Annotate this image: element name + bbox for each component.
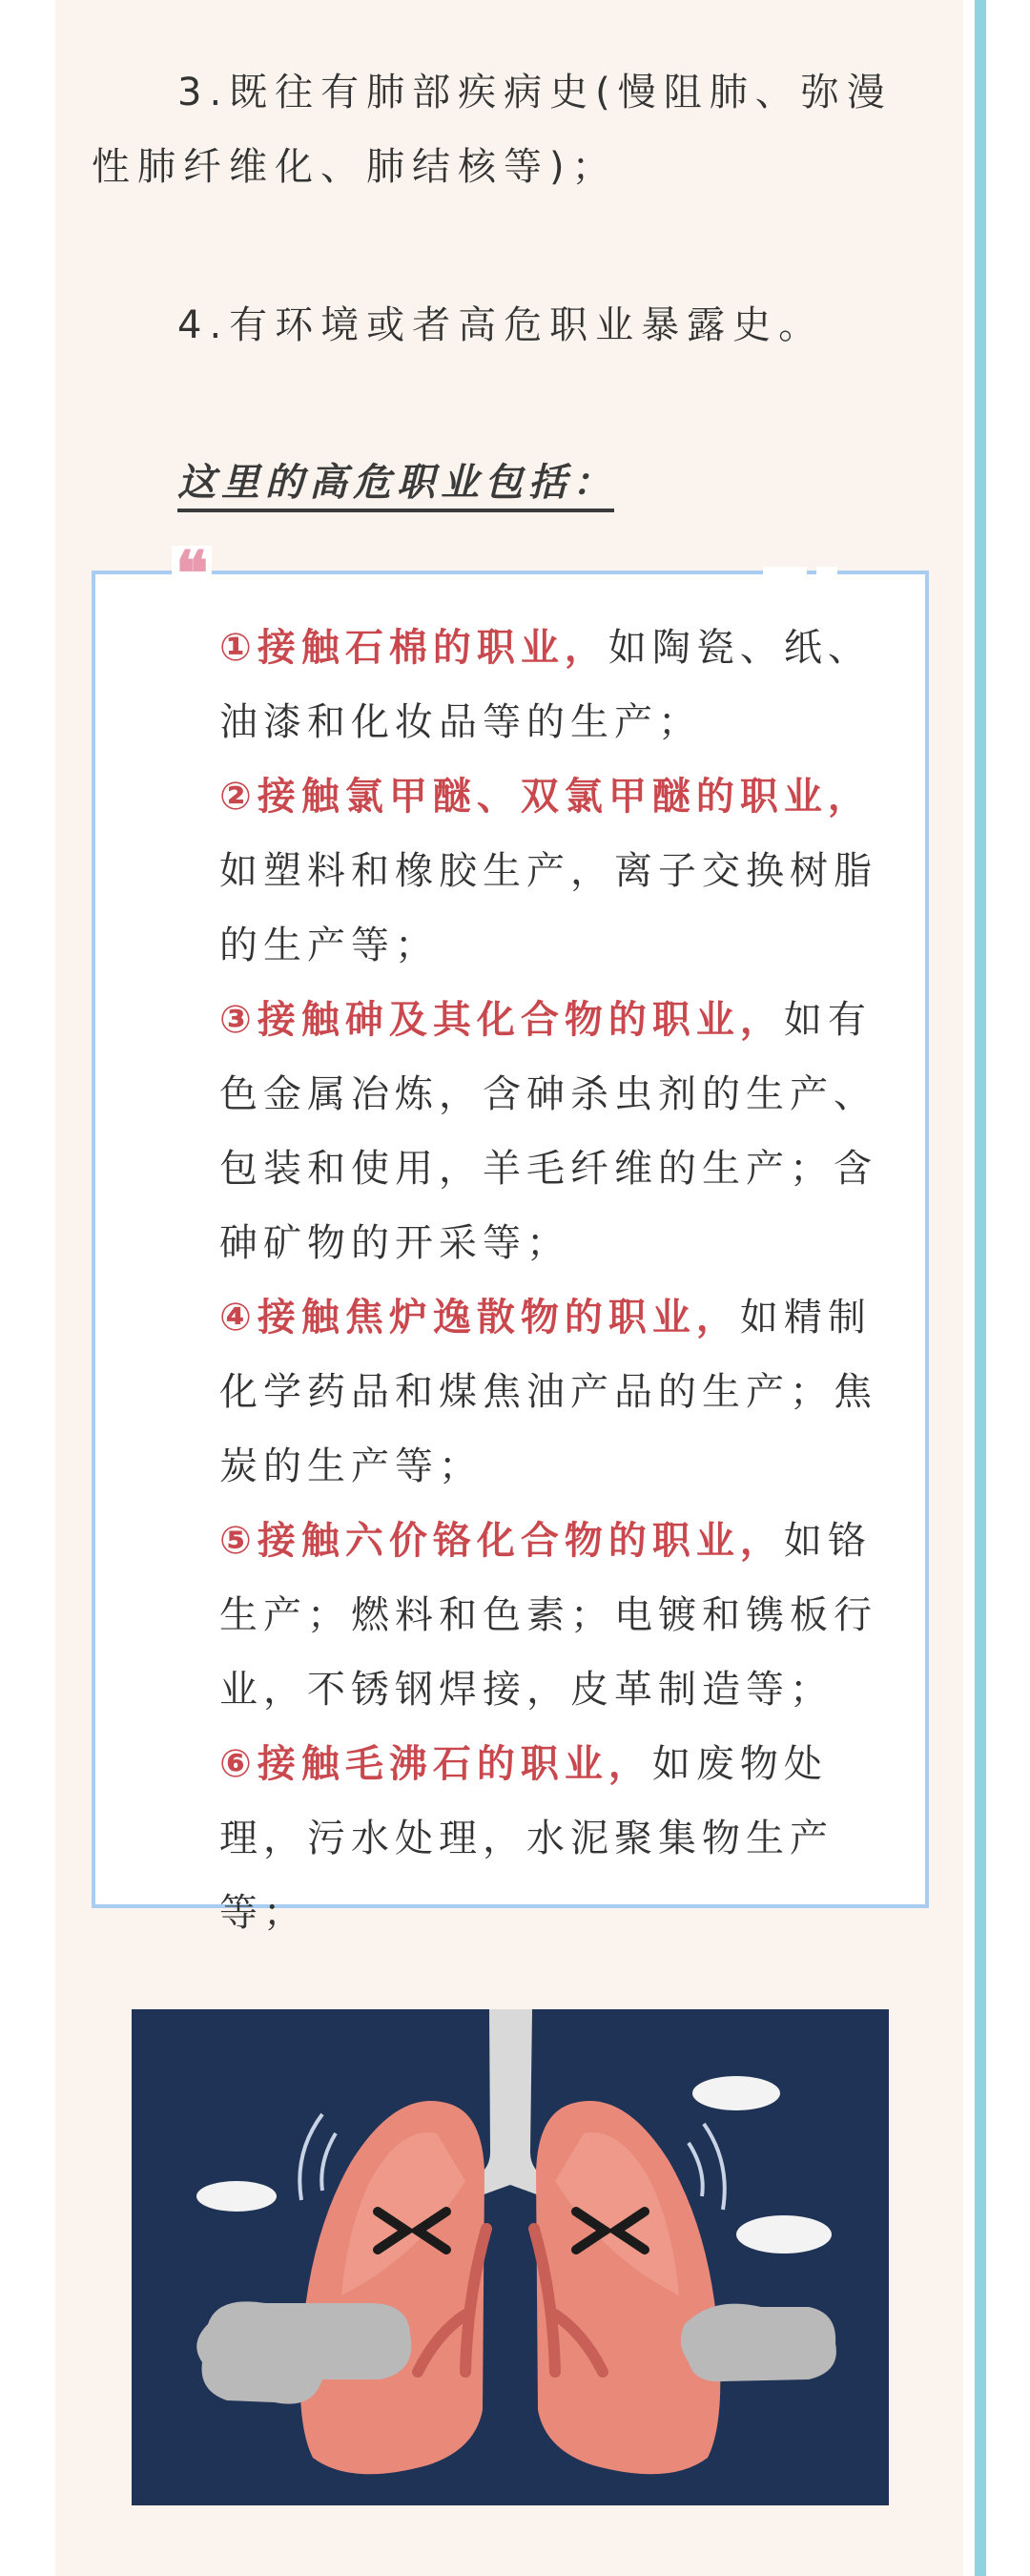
occupation-item: [134, 1280, 896, 1504]
lungs-illustration: [132, 2009, 889, 2505]
occupation-title: ④接触焦炉逸散物的职业，: [219, 1296, 740, 1340]
right-gap: [963, 0, 975, 2576]
occupation-title: ⑥接触毛沸石的职业，: [219, 1742, 652, 1786]
occupation-item: [134, 983, 896, 1280]
occupation-title: ①接触石棉的职业，: [219, 626, 608, 670]
cloud-small-top-right: [692, 2076, 780, 2110]
occupation-item: [134, 1727, 896, 1950]
occupation-item: [134, 611, 896, 759]
risk-item-4: 4.有环境或者高危职业暴露史。: [177, 303, 825, 347]
occupation-examples: 如废物处理，污水处理，水泥聚集物生产等；: [219, 1742, 834, 1935]
smoke-cloud-right: [681, 2304, 836, 2382]
occupation-examples: 如精制化学药品和煤焦油产品的生产；焦炭的生产等；: [219, 1296, 877, 1488]
box-notch: [763, 567, 807, 578]
occupation-item: [134, 759, 896, 983]
box-notch: [816, 567, 837, 578]
right-margin: [986, 0, 1030, 2576]
occupation-item: [134, 1504, 896, 1727]
left-margin: [0, 0, 55, 2576]
quote-icon: ❝: [172, 546, 212, 603]
occupation-title: ③接触砷及其化合物的职业，: [219, 998, 784, 1042]
cloud-small-left: [196, 2181, 277, 2212]
occupation-title: ⑤接触六价铬化合物的职业，: [219, 1519, 784, 1563]
accent-bar: [975, 0, 986, 2576]
risk-item-3: 3.既往有肺部疾病史(慢阻肺、弥漫性肺纤维化、肺结核等)；: [92, 71, 893, 189]
occupation-examples: 如陶瓷、纸、油漆和化妆品等的生产；: [219, 626, 872, 744]
occupation-examples: 如铬生产；燃料和色素；电镀和镌板行业，不锈钢焊接，皮革制造等；: [219, 1519, 877, 1712]
occupation-examples: 如塑料和橡胶生产，离子交换树脂的生产等；: [219, 849, 877, 967]
occupation-list: [134, 611, 896, 1950]
cloud-small-right: [736, 2215, 832, 2254]
heading-underline: [177, 509, 614, 512]
section-heading: 这里的高危职业包括：: [177, 461, 616, 505]
occupation-examples: 如有色金属冶炼，含砷杀虫剂的生产、包装和使用，羊毛纤维的生产；含砷矿物的开采等；: [219, 998, 877, 1265]
occupation-title: ②接触氯甲醚、双氯甲醚的职业，: [219, 775, 872, 819]
